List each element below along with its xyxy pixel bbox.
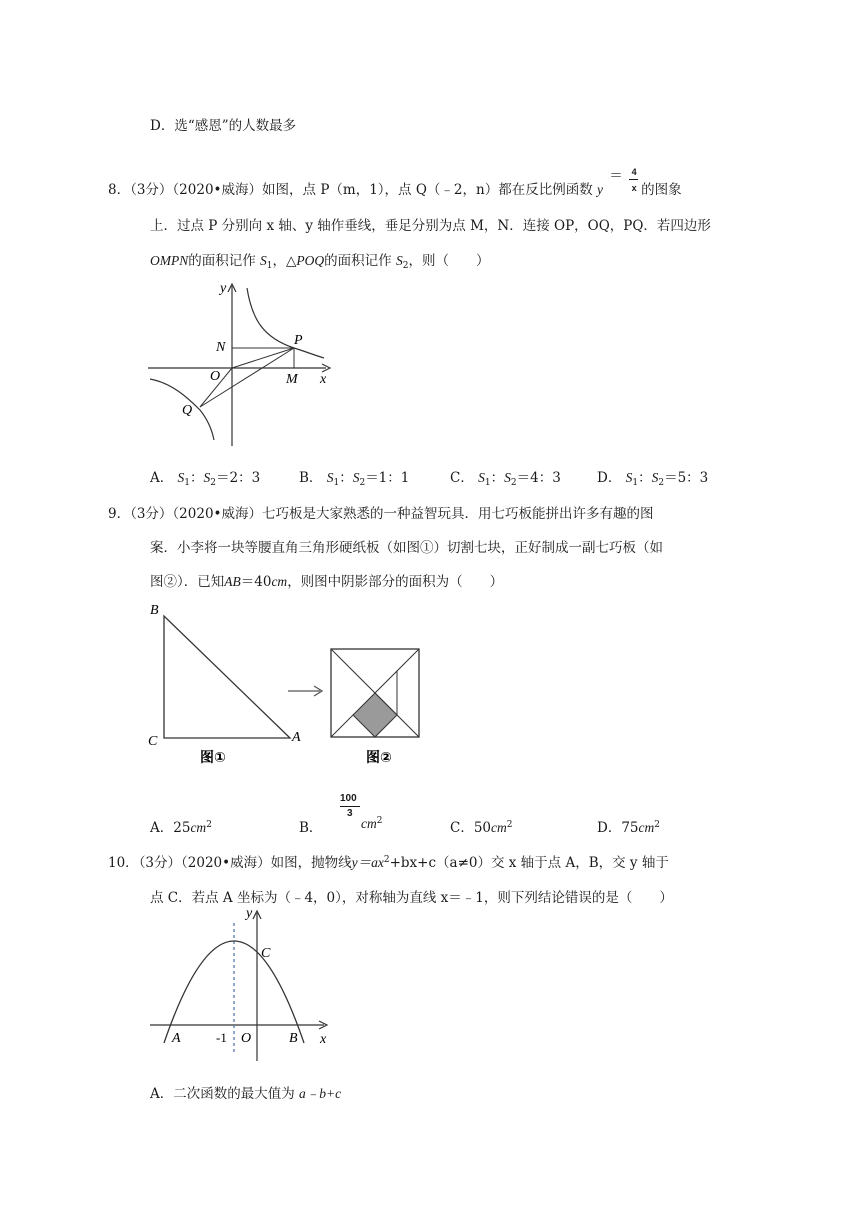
q9-option-b-letter: B．: [299, 820, 323, 836]
q9-line3-text1: 图②）．已知: [150, 574, 225, 590]
label-b: B: [289, 1031, 298, 1046]
q9-option-d: [597, 816, 660, 836]
q8-s1-sub: 1: [266, 261, 273, 271]
q10-equation: y＝ax: [351, 855, 384, 870]
s-symbol: S: [504, 470, 511, 485]
label-c: C: [261, 946, 271, 961]
colon: ：: [190, 470, 204, 486]
q9-option-a: [150, 816, 212, 836]
q9-option-c-exp: 2: [506, 820, 513, 830]
q9-option-c-letter: C．: [450, 820, 474, 836]
q8-option-c-letter: C．: [450, 470, 474, 486]
q8-frac-num: 4: [631, 166, 637, 177]
shaded-square: [353, 693, 397, 737]
fraction-bar: [629, 179, 638, 180]
label-x: x: [320, 372, 327, 387]
label-n: N: [216, 340, 226, 355]
colon: ：: [339, 470, 353, 486]
q8-option-d-letter: D．: [597, 470, 622, 486]
q9-line1-text: （3分）（2020•威海）七巧板是大家熟悉的一种益智玩具．用七巧板能拼出许多有趣的图: [130, 506, 654, 522]
q9-option-c-unit: cm: [491, 820, 507, 835]
q10-equation-exp: 2: [383, 855, 390, 865]
s-symbol: S: [478, 470, 485, 485]
q9-line3-text3: ，则图中阴影部分的面积为（ ）: [287, 574, 504, 590]
q8-s2-sub: 2: [402, 261, 409, 271]
q8-option-a-ratio: ＝2：3: [216, 470, 261, 486]
segment-op: [232, 348, 294, 368]
s-symbol: S: [625, 470, 633, 485]
q8-line2: 上．过点 P 分别向 x 轴、y 轴作垂线，垂足分别为点 M，N．连接 OP，OQ，PQ．若四边形: [150, 218, 711, 234]
label-a: A: [172, 1031, 181, 1046]
q8-option-d: [597, 466, 708, 488]
q9-option-a-exp: 2: [206, 820, 212, 830]
q8-line1: [108, 166, 682, 201]
s-sub: 2: [359, 478, 366, 488]
q10-option-a: [150, 1082, 341, 1102]
unit: cm: [361, 816, 377, 831]
q9-option-a-value: 25: [173, 820, 191, 836]
q10-option-a-expr: a﹣b+c: [299, 1086, 342, 1101]
label-a: A: [292, 730, 301, 745]
q9-line2: 案．小李将一块等腰直角三角形硬纸板（如图①）切割七块，正好制成一副七巧板（如: [150, 540, 663, 556]
q10-line1: [108, 851, 669, 871]
label-y: y: [246, 906, 253, 921]
q9-option-c-value: 50: [473, 820, 492, 836]
caption-fig2: 图②: [366, 750, 392, 766]
q8-line3-text2: ，△: [272, 253, 297, 269]
q9-option-c: [450, 816, 513, 836]
q10-option-a-text: A．二次函数的最大值为: [150, 1086, 295, 1102]
exp: 2: [376, 816, 383, 826]
s-sub: 1: [484, 478, 491, 488]
colon: ：: [490, 470, 505, 486]
s-sub: 2: [510, 478, 517, 488]
caption-fig1: 图①: [200, 750, 226, 766]
q9-option-b-frac-den: 3: [347, 808, 353, 819]
q10-line1-text2: +bx+c（a≠0）交 x 轴于点 A，B，交 y 轴于: [389, 855, 669, 871]
q8-option-b-letter: B．: [299, 470, 323, 486]
q8-q-point: Q（﹣2，n）都在反比例函数: [415, 182, 593, 198]
q9-number: 9．: [108, 506, 131, 522]
s-symbol: S: [203, 470, 211, 485]
q8-option-c-ratio: ＝4：3: [516, 470, 561, 486]
s-sub: 1: [632, 478, 639, 488]
q8-frac-den: x: [631, 182, 637, 193]
q7-option-d: D．选“感恩”的人数最多: [150, 118, 297, 134]
q8-func-y: y: [597, 182, 603, 197]
q10-line2: 点 C．若点 A 坐标为（﹣4，0），对称轴为直线 x＝﹣1，则下列结论错误的是（ ）: [150, 890, 673, 906]
label-q: Q: [182, 403, 193, 418]
s-sub: 1: [184, 478, 191, 488]
q9-option-d-unit: cm: [638, 820, 655, 835]
q10-number: 10．: [108, 855, 139, 871]
s-symbol: S: [326, 470, 334, 485]
q9-cm: cm: [271, 574, 288, 589]
q10-line1-text1: （3分）（2020•威海）如图，抛物线: [138, 855, 352, 871]
q10-figure: [148, 905, 338, 1065]
s-symbol: S: [651, 470, 659, 485]
q9-option-b-frac-num: 100: [340, 793, 357, 804]
q8-quad-name: OMPN: [150, 253, 189, 268]
label-o: O: [241, 1031, 252, 1046]
q8-option-c: [450, 466, 561, 488]
label-x: x: [320, 1032, 327, 1047]
q9-option-a-letter: A．: [150, 820, 174, 836]
s-sub: 1: [333, 478, 340, 488]
s-symbol: S: [352, 470, 360, 485]
q8-s2: S: [395, 253, 403, 268]
q9-line1: [108, 502, 654, 522]
q9-option-b-unit: [361, 816, 382, 832]
label-b: B: [150, 603, 159, 618]
q9-option-a-unit: cm: [190, 820, 207, 835]
colon: ：: [638, 470, 652, 486]
label-neg1: -1: [216, 1030, 227, 1045]
q8-option-a: [150, 466, 260, 488]
q8-fraction: [627, 166, 641, 193]
q9-option-b-frac-bar: [340, 806, 360, 807]
q8-number: 8．: [108, 182, 131, 198]
q8-tail1: 的图象: [641, 182, 682, 198]
q9-line3-text2: ＝40: [240, 574, 272, 590]
q8-option-b-ratio: ＝1：1: [365, 470, 410, 486]
q8-option-a-letter: A．: [150, 470, 174, 486]
q8-eq: ＝: [609, 168, 623, 184]
label-m: M: [286, 372, 298, 387]
s-sub: 2: [658, 478, 665, 488]
q8-line3-text3: 的面积记作: [324, 253, 392, 269]
q9-option-d-exp: 2: [654, 820, 660, 830]
q8-source: （3分）（2020•威海）如图，点: [130, 182, 317, 198]
label-y: y: [220, 281, 227, 296]
q9-line3: [150, 570, 503, 590]
q8-figure: [148, 280, 338, 450]
q9-figure: [140, 600, 440, 775]
q8-option-d-ratio: ＝5：3: [664, 470, 709, 486]
q8-p-point: P（m，1），点: [320, 182, 412, 198]
label-o: O: [210, 369, 221, 384]
q9-option-d-letter: D．: [597, 820, 622, 836]
q8-option-b: [299, 466, 409, 488]
s-sub: 2: [210, 478, 217, 488]
isosceles-right-triangle: [164, 616, 290, 738]
q8-s1: S: [260, 253, 267, 268]
q9-option-b: [299, 816, 322, 836]
s-symbol: S: [177, 470, 185, 485]
label-p: P: [294, 333, 303, 348]
label-c: C: [148, 734, 158, 749]
q8-line3: [150, 249, 489, 271]
q9-option-d-value: 75: [621, 820, 639, 836]
q8-line3-text1: 的面积记作: [188, 253, 256, 269]
q9-ab: AB: [224, 574, 241, 589]
q8-triangle-name: POQ: [296, 253, 325, 268]
q8-line3-text4: ，则（ ）: [408, 253, 490, 269]
